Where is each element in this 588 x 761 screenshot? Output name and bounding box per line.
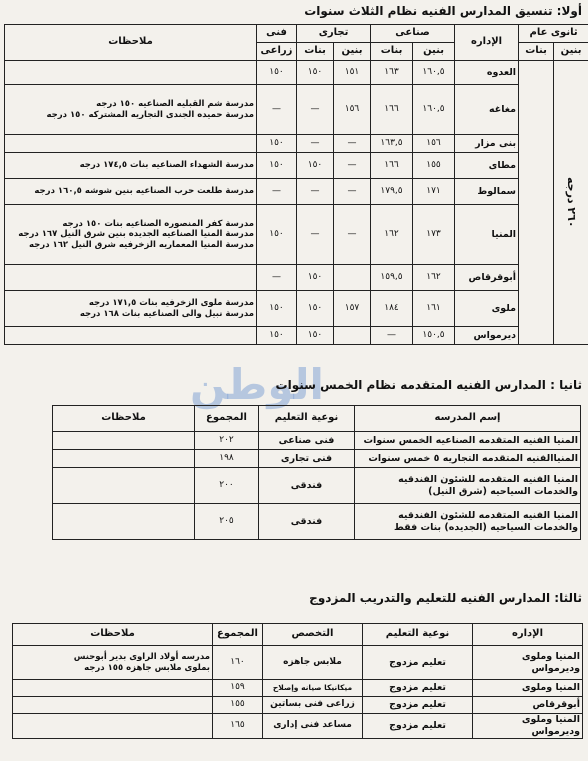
admin-cell: المنيا وملوى وديرمواس — [473, 646, 583, 680]
notes-cell — [53, 504, 195, 540]
notes-cell: مدرسة طلعت حرب الصناعيه بنين شوشه ١٦٠,٥ درجه — [5, 179, 257, 205]
specialization-cell: زراعى فنى بساتين — [263, 697, 363, 714]
school-name-cell: المنيا الفنيه المتقدمه الصناعيه الخمس سنوات — [355, 432, 581, 450]
admin-cell: بنى مزار — [455, 135, 519, 153]
table-row — [5, 205, 588, 265]
admin-cell: المنيا وملوى — [473, 680, 583, 697]
industrial-boys-cell: ١٥٦ — [413, 135, 455, 153]
notes-cell: مدرسة الشهداء الصناعيه بنات ١٧٤,٥ درجه — [5, 153, 257, 179]
general-secondary-header: ثانوى عام — [519, 25, 588, 43]
notes-cell: مدرسة شم القبليه الصناعيه ١٥٠ درجه مدرسة حميده الجندى التجاريه المشتركه ١٥٠ درجه — [5, 85, 257, 135]
table-row — [5, 265, 588, 291]
industrial-girls-cell: ١٨٤ — [371, 291, 413, 327]
admin-cell: مطاى — [455, 153, 519, 179]
education-type-cell: فندقى — [259, 468, 355, 504]
industrial-boys-cell: ١٦١ — [413, 291, 455, 327]
notes-cell: مدرسة كفر المنصوره الصناعيه بنات ١٥٠ درجه مدرسة المنيا الصناعيه الجديده بنين شرق النيل ١٦٧ درجه مدرسة المنيا المعماريه الزخرفيه شرق النيل ١٦٢ درجه — [5, 205, 257, 265]
total-cell: ٢٠٠ — [195, 468, 259, 504]
notes-cell — [53, 468, 195, 504]
specialization-cell: ملابس جاهزه — [263, 646, 363, 680]
notes-header: ملاحظات — [5, 25, 257, 61]
industrial-girls-cell: ١٦٣,٥ — [371, 135, 413, 153]
notes-header: ملاحظات — [53, 406, 195, 432]
table-row — [53, 450, 581, 468]
commercial-girls-cell: ١٥٠ — [297, 265, 334, 291]
industrial-boys-cell: ١٧٣ — [413, 205, 455, 265]
education-type-cell: فنى صناعى — [259, 432, 355, 450]
industrial-boys-cell: ١٧١ — [413, 179, 455, 205]
total-cell: ٢٠٥ — [195, 504, 259, 540]
five-year-schools-table — [52, 405, 581, 540]
commercial-boys-cell — [334, 265, 371, 291]
school-name-cell: المنيا الفنيه المتقدمه للشئون الفندقيه والخدمات السياحيه (شرق النيل) — [355, 468, 581, 504]
admin-cell: المنيا — [455, 205, 519, 265]
industrial-girls-cell: ١٥٩,٥ — [371, 265, 413, 291]
commercial-boys-cell: ١٥٧ — [334, 291, 371, 327]
commercial-girls-header: بنات — [297, 43, 334, 61]
notes-cell — [53, 432, 195, 450]
school-name-cell: المنيا الفنيه المتقدمه للشئون الفندقيه والخدمات السياحيه (الجديده) بنات فقط — [355, 504, 581, 540]
notes-cell: مدرسة ملوى الزخرفيه بنات ١٧١,٥ درجه مدرسة نبيل والى الصناعيه بنات ١٦٨ درجه — [5, 291, 257, 327]
school-name-header: إسم المدرسه — [355, 406, 581, 432]
agri-cell: ١٥٠ — [257, 61, 297, 85]
total-cell: ١٩٨ — [195, 450, 259, 468]
industrial-boys-cell: ١٦٠,٥ — [413, 85, 455, 135]
table-row — [13, 680, 583, 697]
agri-header: زراعى — [257, 43, 297, 61]
total-cell: ١٥٩ — [213, 680, 263, 697]
agri-cell: — — [257, 85, 297, 135]
admin-cell: مغاغه — [455, 85, 519, 135]
notes-cell — [53, 450, 195, 468]
education-type-cell: فنى تجارى — [259, 450, 355, 468]
total-header: المجموع — [195, 406, 259, 432]
agri-cell: ١٥٠ — [257, 153, 297, 179]
table-row — [5, 61, 588, 85]
industrial-boys-header: بنين — [413, 43, 455, 61]
notes-cell — [13, 680, 213, 697]
industrial-boys-cell: ١٦٢ — [413, 265, 455, 291]
specialization-cell: ميكانيكا صيانه وإصلاح — [263, 680, 363, 697]
specialization-header: التخصص — [263, 624, 363, 646]
commercial-boys-cell: ١٥٦ — [334, 85, 371, 135]
watermark-logo: الوطن — [190, 360, 324, 409]
general-girls-header: بنات — [519, 43, 554, 61]
notes-cell — [5, 61, 257, 85]
table-row — [5, 153, 588, 179]
dual-education-table — [12, 623, 583, 739]
table-row — [5, 85, 588, 135]
industrial-girls-cell: — — [371, 327, 413, 345]
table-row — [53, 432, 581, 450]
commercial-girls-cell: ١٥٠ — [297, 291, 334, 327]
notes-cell — [5, 135, 257, 153]
specialization-cell: مساعد فنى إدارى — [263, 714, 363, 739]
admin-cell: العدوه — [455, 61, 519, 85]
notes-cell — [13, 714, 213, 739]
commercial-boys-cell: — — [334, 153, 371, 179]
admin-cell: أبوقرقاص — [455, 265, 519, 291]
notes-cell: مدرسه أولاد الراوى بدير أبوحنس بملوى ملابس جاهزه ١٥٥ درجه — [13, 646, 213, 680]
agri-cell: — — [257, 265, 297, 291]
agri-cell: ١٥٠ — [257, 205, 297, 265]
admin-cell: ملوى — [455, 291, 519, 327]
admin-header: الإداره — [455, 25, 519, 61]
commercial-boys-cell — [334, 327, 371, 345]
commercial-girls-cell: — — [297, 135, 334, 153]
total-cell: ١٦٠ — [213, 646, 263, 680]
industrial-boys-cell: ١٥٠,٥ — [413, 327, 455, 345]
industrial-girls-cell: ١٦٦ — [371, 153, 413, 179]
agri-cell: — — [257, 179, 297, 205]
industrial-girls-header: بنات — [371, 43, 413, 61]
commercial-girls-cell: ١٥٠ — [297, 153, 334, 179]
table-row — [13, 714, 583, 739]
commercial-header: تجارى — [297, 25, 371, 43]
table-row — [5, 291, 588, 327]
education-type-cell: تعليم مزدوج — [363, 646, 473, 680]
general-score-cell: ٢٦٠ درجه — [554, 61, 588, 345]
education-type-header: نوعية التعليم — [363, 624, 473, 646]
agri-cell: ١٥٠ — [257, 291, 297, 327]
industrial-boys-cell: ١٥٥ — [413, 153, 455, 179]
total-cell: ٢٠٢ — [195, 432, 259, 450]
tech-header: فنى — [257, 25, 297, 43]
section1-title: أولا: تنسيق المدارس الفنيه نظام الثلاث سنوات — [304, 4, 582, 18]
admin-cell: ديرمواس — [455, 327, 519, 345]
industrial-boys-cell: ١٦٠,٥ — [413, 61, 455, 85]
table-row — [53, 504, 581, 540]
general-boys-header: بنين — [554, 43, 588, 61]
education-type-header: نوعية التعليم — [259, 406, 355, 432]
agri-cell: ١٥٠ — [257, 135, 297, 153]
table-row — [13, 646, 583, 680]
commercial-boys-cell: ١٥١ — [334, 61, 371, 85]
section3-title: ثالثا: المدارس الفنيه للتعليم والتدريب المزدوج — [309, 591, 582, 605]
total-header: المجموع — [213, 624, 263, 646]
commercial-girls-cell: — — [297, 205, 334, 265]
industrial-girls-cell: ١٧٩,٥ — [371, 179, 413, 205]
education-type-cell: فندقى — [259, 504, 355, 540]
commercial-boys-cell: — — [334, 135, 371, 153]
commercial-boys-cell: — — [334, 179, 371, 205]
admin-header: الإداره — [473, 624, 583, 646]
table-row — [13, 697, 583, 714]
general-girls-cell — [519, 61, 554, 345]
admin-cell: سمالوط — [455, 179, 519, 205]
industrial-girls-cell: ١٦٦ — [371, 85, 413, 135]
education-type-cell: تعليم مزدوج — [363, 714, 473, 739]
school-name-cell: المنياالفنيه المتقدمه التجاريه ٥ خمس سنوات — [355, 450, 581, 468]
total-cell: ١٥٥ — [213, 697, 263, 714]
notes-cell — [5, 265, 257, 291]
commercial-boys-header: بنين — [334, 43, 371, 61]
notes-header: ملاحظات — [13, 624, 213, 646]
commercial-girls-cell: — — [297, 179, 334, 205]
table-row — [53, 468, 581, 504]
commercial-girls-cell: ١٥٠ — [297, 61, 334, 85]
agri-cell: ١٥٠ — [257, 327, 297, 345]
admin-cell: المنيا وملوى وديرمواس — [473, 714, 583, 739]
education-type-cell: تعليم مزدوج — [363, 697, 473, 714]
three-year-schools-table — [4, 24, 588, 345]
table-row — [5, 135, 588, 153]
table-row — [5, 327, 588, 345]
commercial-girls-cell: ١٥٠ — [297, 327, 334, 345]
commercial-boys-cell: — — [334, 205, 371, 265]
industrial-girls-cell: ١٦٣ — [371, 61, 413, 85]
admin-cell: أبوقرقاص — [473, 697, 583, 714]
total-cell: ١٦٥ — [213, 714, 263, 739]
notes-cell — [5, 327, 257, 345]
notes-cell — [13, 697, 213, 714]
commercial-girls-cell: — — [297, 85, 334, 135]
industrial-girls-cell: ١٦٢ — [371, 205, 413, 265]
education-type-cell: تعليم مزدوج — [363, 680, 473, 697]
industrial-header: صناعى — [371, 25, 455, 43]
table-row — [5, 179, 588, 205]
section2-title: ثانيا : المدارس الفنيه المتقدمه نظام الخمس سنوات — [275, 378, 582, 392]
